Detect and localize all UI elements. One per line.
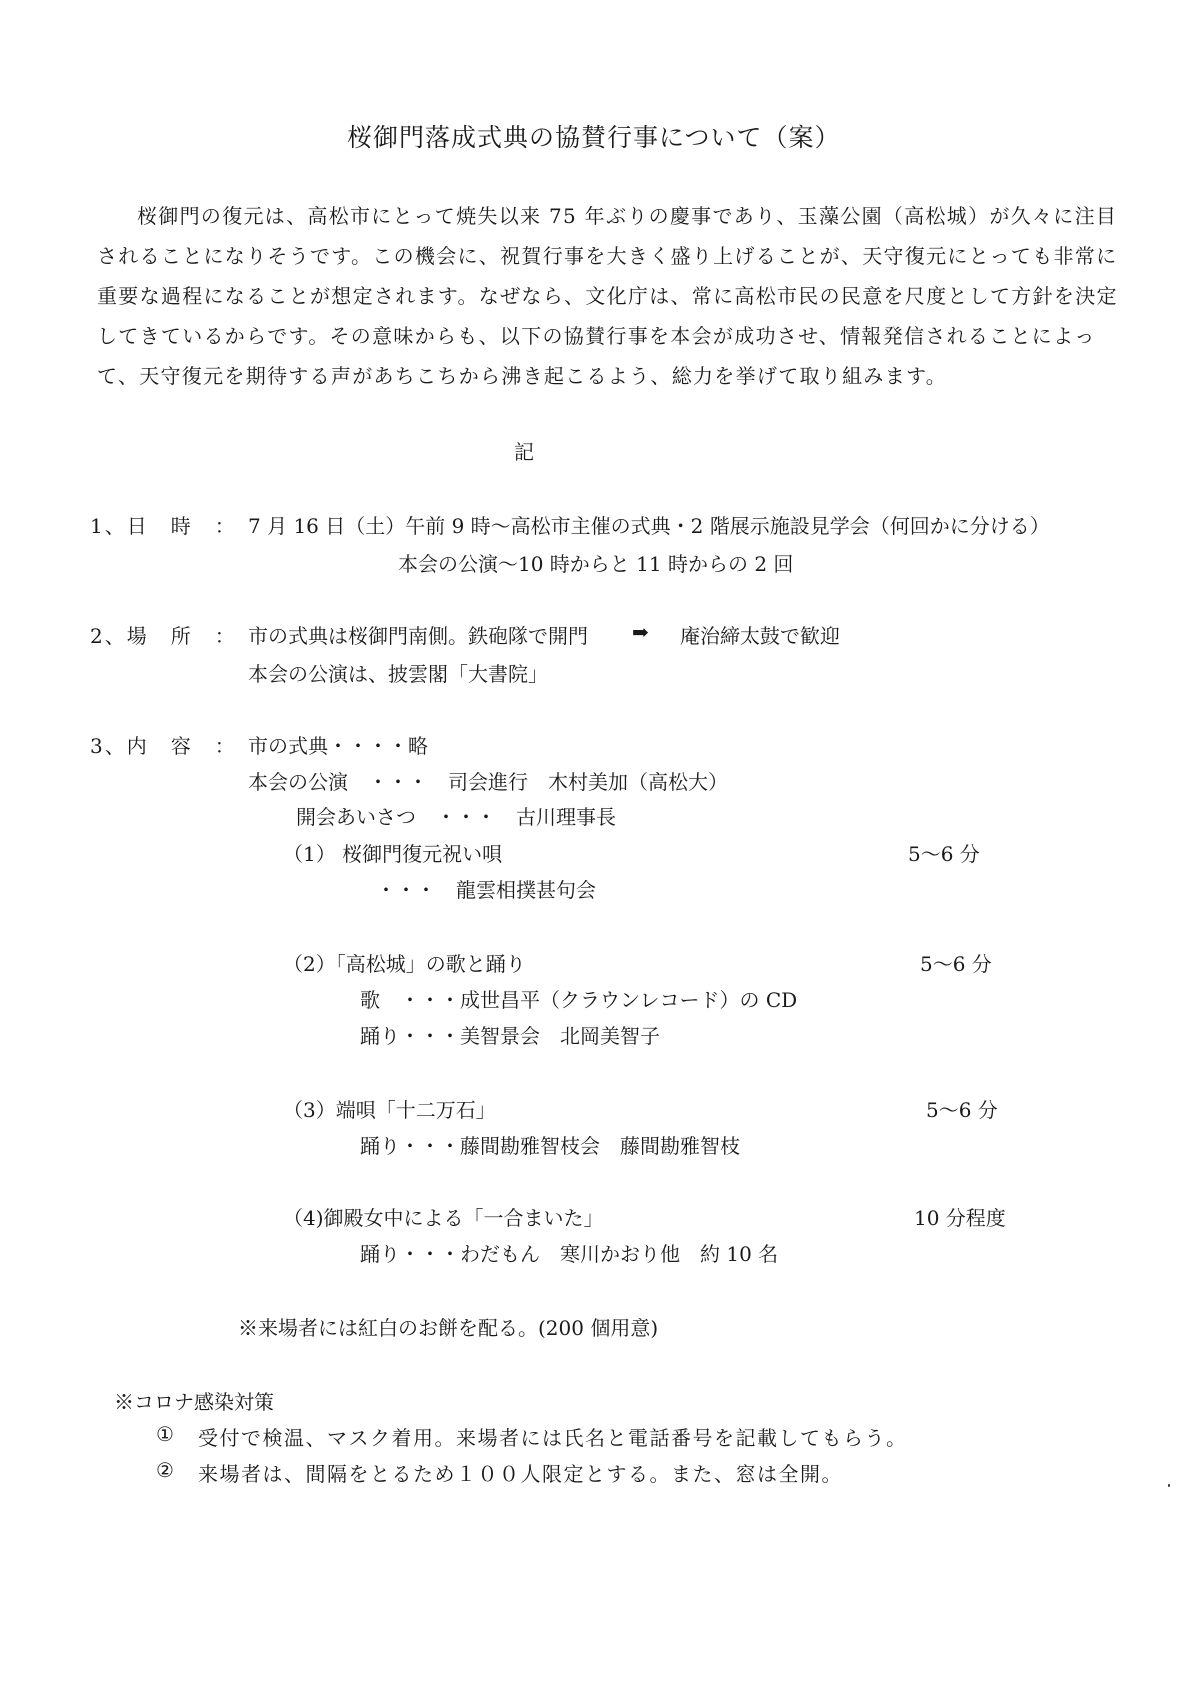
item-1-line2: 本会の公演～10 時からと 11 時からの 2 回 — [398, 552, 794, 576]
item-3-line1: 市の式典・・・・略 — [248, 734, 428, 758]
item-2-label: 2、場 所 ： — [90, 624, 237, 648]
program-4-detail-1: 踊り・・・わだもん 寒川かおり他 約 10 名 — [360, 1242, 779, 1266]
item-2-line1a: 市の式典は桜御門南側。鉄砲隊で開門 — [248, 624, 588, 648]
covid-heading: ※コロナ感染対策 — [114, 1390, 274, 1414]
covid-item-1-num: ① — [156, 1422, 174, 1446]
item-1-label: 1、日 時 ： — [90, 514, 237, 538]
item-3-line2: 本会の公演 ・・・ 司会進行 木村美加（高松大） — [248, 770, 728, 794]
program-3-detail-1: 踊り・・・藤間勘雅智枝会 藤間勘雅智枝 — [360, 1134, 740, 1158]
item-2-line1b: 庵治締太鼓で歓迎 — [680, 624, 840, 648]
item-3-label: 3、内 容 ： — [90, 734, 237, 758]
program-2-detail-1: 歌 ・・・成世昌平（クラウンレコード）の CD — [360, 988, 798, 1012]
program-3-heading: （3）端唄「十二万石」 — [283, 1098, 496, 1122]
item-3-line3: 開会あいさつ ・・・ 古川理事長 — [296, 805, 616, 829]
program-2-detail-2: 踊り・・・美智景会 北岡美智子 — [360, 1024, 660, 1048]
item-2-line2: 本会の公演は、披雲閣「大書院」 — [248, 662, 548, 686]
program-2-duration: 5～6 分 — [920, 952, 992, 976]
arrow-right-icon: ➡ — [632, 620, 649, 644]
program-4-heading: （4)御殿女中による「一合まいた」 — [283, 1206, 604, 1230]
program-1-detail-1: ・・・ 龍雲相撲甚句会 — [376, 878, 596, 902]
intro-text: 桜御門の復元は、高松市にとって焼失以来 75 年ぶりの慶事であり、玉藻公園（高松城）が久々に注目されることになりそうです。この機会に、祝賀行事を大きく盛り上げることが、天守復元にとっても非常に重要な過程になることが想定されます。なぜなら、文化庁は、常に高松市民の民意を尺度として方針を決定してきているからです。その意味からも、以下の協賛行事を本会が成功させ、情報発信されることによって、天守復元を期待する声があちこちから沸き起こるよう、総力を挙げて取り組みます。 — [97, 204, 1118, 388]
program-1-heading: （1） 桜御門復元祝い唄 — [283, 842, 503, 866]
scan-speck — [1168, 1484, 1170, 1487]
covid-item-2-text: 来場者は、間隔をとるため１００人限定とする。また、窓は全開。 — [198, 1462, 843, 1486]
mochi-note: ※来場者には紅白のお餅を配る。(200 個用意) — [238, 1316, 659, 1340]
program-2-heading: （2）「高松城」の歌と踊り — [283, 952, 526, 976]
covid-item-1-text: 受付で検温、マスク着用。来場者には氏名と電話番号を記載してもらう。 — [198, 1426, 908, 1450]
intro-paragraph — [97, 196, 1129, 396]
document-title: 桜御門落成式典の協賛行事について（案） — [347, 123, 841, 152]
covid-item-2-num: ② — [156, 1458, 174, 1482]
program-4-duration: 10 分程度 — [914, 1206, 1006, 1230]
program-3-duration: 5～6 分 — [926, 1098, 998, 1122]
program-1-duration: 5～6 分 — [908, 842, 980, 866]
ki-heading: 記 — [514, 440, 534, 464]
item-1-line1: 7 月 16 日（土）午前 9 時～高松市主催の式典・2 階展示施設見学会（何回かに分ける） — [248, 514, 1050, 538]
